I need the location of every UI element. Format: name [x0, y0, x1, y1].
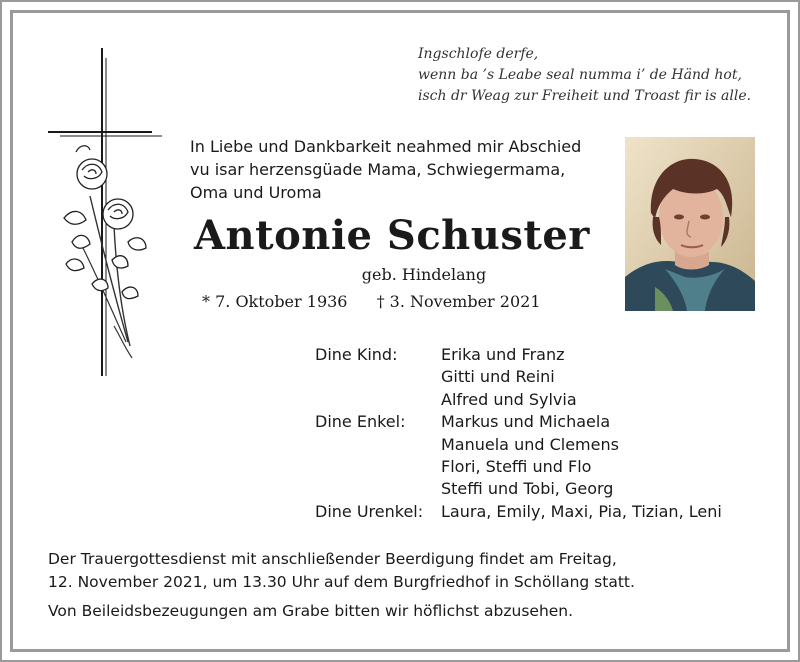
family-member: Manuela und Clemens [441, 434, 619, 454]
family-member: Laura, Emily, Maxi, Pia, Tizian, Leni [441, 501, 722, 521]
life-dates [202, 292, 602, 311]
poem-line: isch dr Weag zur Freiheit und Troast fir is alle. [418, 88, 752, 104]
birth-date: * 7. Oktober 1936 [202, 292, 348, 311]
family-label: Dine Urenkel: [315, 501, 424, 521]
family-member: Markus und Michaela [441, 412, 611, 432]
family-names [441, 501, 722, 523]
intro-text [190, 135, 610, 204]
family-member: Alfred und Sylvia [441, 389, 577, 409]
notice-closing: Von Beileidsbezeugungen am Grabe bitten wir höflichst abzusehen. [48, 602, 574, 620]
death-date: † 3. November 2021 [376, 292, 541, 311]
poem-line: wenn ba ’s Leabe seal numma i’ de Händ hot, [418, 67, 742, 83]
family-member: Erika und Franz [441, 345, 565, 364]
notice-line: Der Trauergottesdienst mit anschließender Beerdigung findet am Freitag, [48, 550, 617, 568]
family-label: Dine Kind: [315, 345, 398, 364]
intro-line: vu isar herzensgüade Mama, Schwiegermama, [190, 160, 566, 179]
intro-line: In Liebe und Dankbarkeit neahmed mir Abschied [190, 137, 582, 156]
family-member: Flori, Steffi und Flo [441, 457, 592, 477]
family-group-grandchildren [315, 411, 722, 501]
birth-name: geb. Hindelang [361, 265, 487, 284]
family-names [441, 344, 577, 411]
family-list [315, 344, 722, 523]
family-label: Dine Enkel: [315, 412, 406, 432]
poem [418, 44, 778, 107]
family-group-great-grandchildren [315, 501, 722, 523]
portrait-photo [625, 137, 755, 311]
cross-with-roses-icon [42, 46, 172, 382]
funeral-notice [48, 548, 768, 623]
poem-line: Ingschlofe derfe, [418, 46, 539, 62]
notice-line: 12. November 2021, um 13.30 Uhr auf dem Burgfriedhof in Schöllang statt. [48, 573, 635, 591]
intro-line: Oma und Uroma [190, 183, 322, 202]
deceased-name: Antonie Schuster [194, 212, 590, 259]
family-member: Steffi und Tobi, Georg [441, 479, 614, 499]
family-names [441, 411, 619, 501]
family-group-children [315, 344, 722, 411]
family-member: Gitti und Reini [441, 367, 555, 387]
